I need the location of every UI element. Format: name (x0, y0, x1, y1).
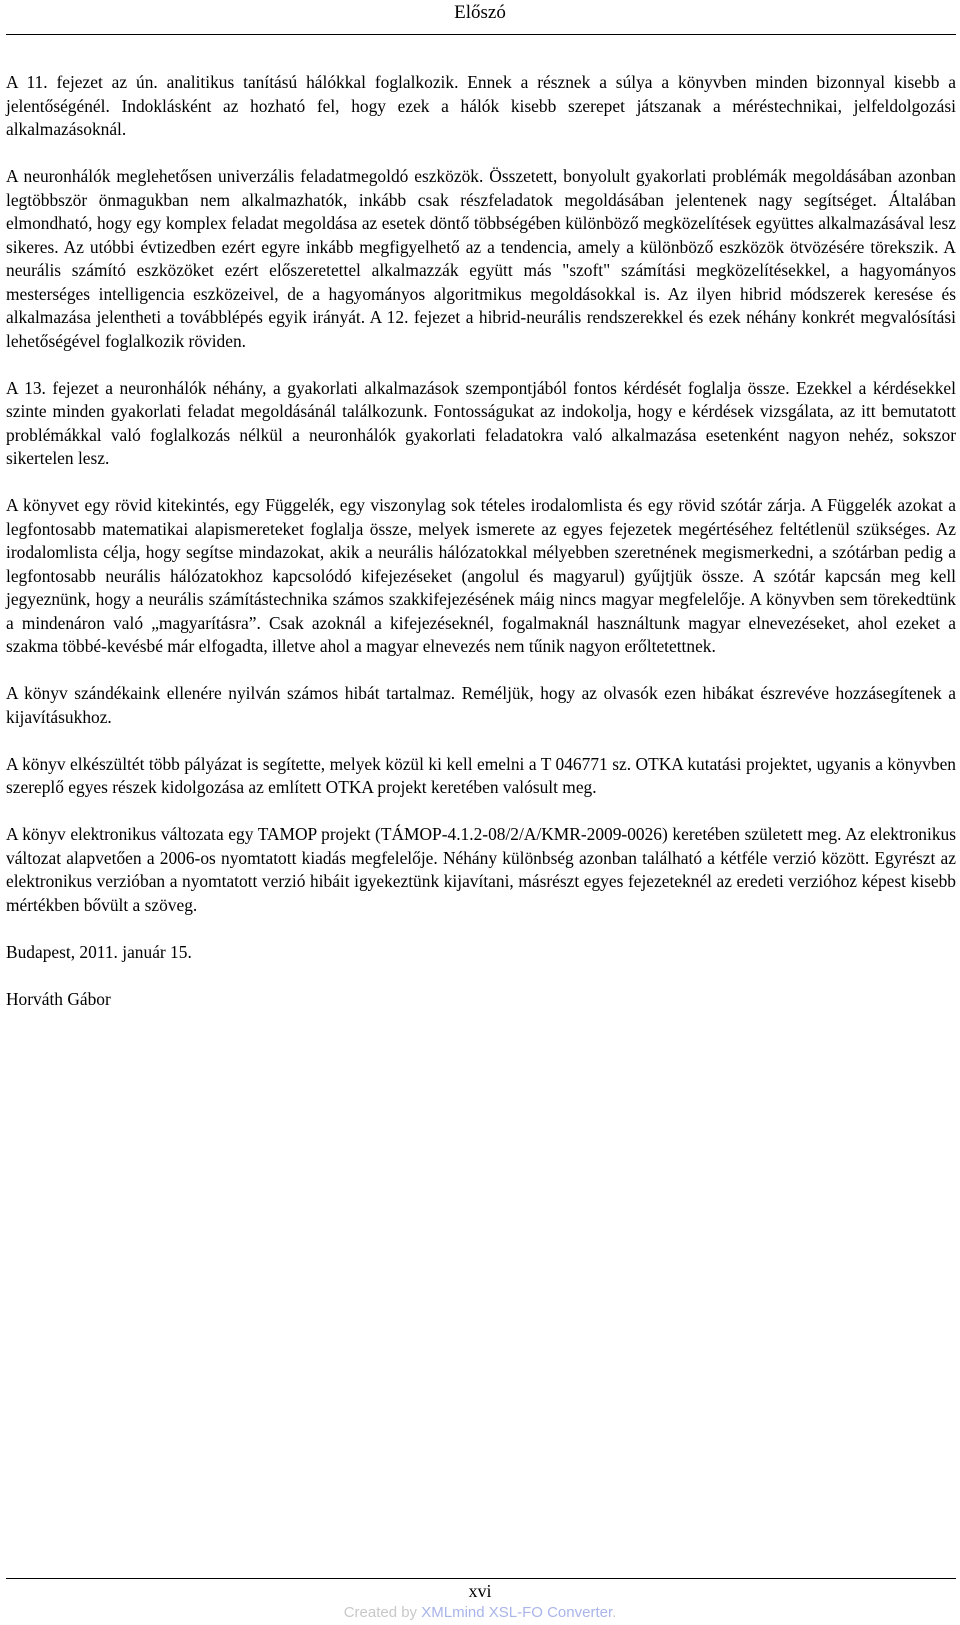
converter-watermark (0, 1603, 960, 1623)
page-number: xvi (468, 1581, 492, 1601)
document-body (6, 71, 956, 1035)
paragraph-hybrid-systems: A neuronhálók meglehetősen univerzális feladatmegoldó eszközök. Összetett, bonyolult gyakorlati problémák megoldásában azonban legtöbbször önmagukban nem alkalmazhatók, inkább csak részfeladatok megoldásában jelentenek nagy segítséget. Általában elmondható, hogy egy komplex feladat megoldása az esetek döntő többségében különböző megközelítések együttes alkalmazásával lesz sikeres. Az utóbbi évtizedben ezért egyre inkább megfigyelhető az a tendencia, amely a különböző eszközök ötvözésére törekszik. A neurális számító eszközöket ezért előszeretettel alkalmazzák együtt más "szoft" számítási megközelítésekkel, a hagyományos mesterséges intelligencia eszközeivel, de a hagyományos algoritmikus megoldásokkal is. Az ilyen hibrid módszerek keresése és alkalmazása jelentheti a továbblépés egyik irányát. A 12. fejezet a hibrid-neurális rendszerekkel és ezek néhány konkrét megvalósítási lehetőségével foglalkozik röviden. (6, 166, 956, 351)
paragraph-appendix-glossary: A könyvet egy rövid kitekintés, egy Függelék, egy viszonylag sok tételes irodalomlista és egy rövid szótár zárja. A Függelék azokat a legfontosabb matematikai alapismereteket foglalja össze, melyek ismerete az egyes fejezetek megértéséhez feltétlenül szükséges. Az irodalomlista célja, hogy segítse mindazokat, akik a neurális hálózatokkal mélyebben szeretnének megismerkedni, a szótárban pedig a legfontosabb neurális hálózatokhoz kapcsolódó kifejezéseket (angolul és magyarul) gyűjtjük össze. A szótár kapcsán meg kell jegyeznünk, hogy a neurális számítástechnika számos szakkifejezésének máig nincs magyar megfelelője. A könyvben sem törekedtünk a mindenáron való „magyarításra”. Csak azoknál a kifejezéseknél, fogalmaknál használtunk magyar elnevezéseket, ahol ezeket a szakma többé-kevésbé már elfogadta, illetve ahol a magyar elnevezés nem tűnik nagyon erőltetettnek. (6, 495, 956, 656)
author-signature: Horváth Gábor (6, 988, 111, 1009)
watermark-link[interactable]: XMLmind XSL-FO Converter (421, 1604, 613, 1621)
page-header-title: Előszó (454, 2, 506, 23)
paragraph-chapter-11: A 11. fejezet az ún. analitikus tanítású hálókkal foglalkozik. Ennek a résznek a súlya a könyvben minden bizonnyal kisebb a jelentőségénél. Indoklásként az hozható fel, hogy ezek a hálók kisebb szerepet játszanak a méréstechnikai, jelfeldolgozási alkalmazásoknál. (6, 72, 956, 139)
place-and-date: Budapest, 2011. január 15. (6, 941, 192, 962)
watermark-prefix: Created by (343, 1604, 422, 1621)
header-divider (6, 34, 956, 35)
footer-divider (6, 1578, 956, 1579)
watermark-suffix: . (612, 1604, 617, 1621)
paragraph-funding: A könyv elkészültét több pályázat is segítette, melyek közül ki kell emelni a T 046771 sz. OTKA kutatási projektet, ugyanis a könyvben szereplő egyes részek kidolgozása az említett OTKA projekt keretében valósult meg. (6, 753, 956, 797)
paragraph-electronic-version: A könyv elektronikus változata egy TAMOP projekt (TÁMOP-4.1.2-08/2/A/KMR-2009-0026) keretében született meg. Az elektronikus változat alapvetően a 2006-os nyomtatott kiadás megfelelője. Néhány különbség azonban található a kétféle verzió között. Egyrészt az elektronikus verzióban a nyomtatott verzió hibáit igyekeztünk kijavítani, másrészt egyes fejezeteknél az eredeti verzióhoz képest kisebb mértékben bővült a szöveg. (6, 824, 956, 915)
paragraph-errors: A könyv szándékaink ellenére nyilván számos hibát tartalmaz. Reméljük, hogy az olvasók ezen hibákat észrevéve hozzásegítenek a kijavításukhoz. (6, 683, 956, 727)
paragraph-chapter-13: A 13. fejezet a neuronhálók néhány, a gyakorlati alkalmazások szempontjából fontos kérdését foglalja össze. Ezekkel a kérdésekkel szinte minden gyakorlati feladat megoldásánál találkozunk. Fontosságukat az indokolja, hogy e kérdések vizsgálata, az itt bemutatott problémákkal való foglalkozás nélkül a neuronhálók gyakorlati feladatokra való alkalmazása esetenként nagyon nehéz, sokszor sikertelen lesz. (6, 377, 956, 468)
